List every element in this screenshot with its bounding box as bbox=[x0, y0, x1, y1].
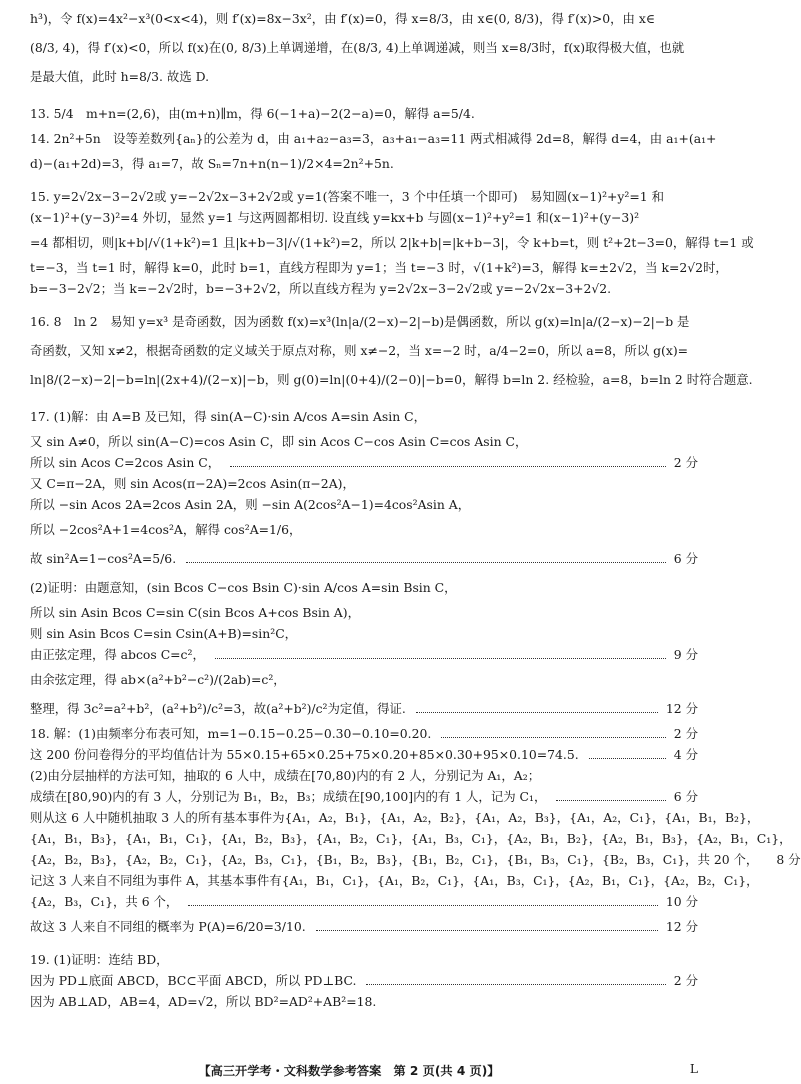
leader-dots bbox=[230, 465, 666, 467]
text-line: 所以 −2cos²A+1=4cos²A，解得 cos²A=1/6， bbox=[30, 522, 302, 537]
score-line bbox=[30, 452, 698, 473]
text-line: (2)证明：由题意知，(sin Bcos C−cos Bsin C)·sin A/cos A=sin Bsin C， bbox=[30, 580, 457, 595]
text-line: 由正弦定理，得 abcos C=c²， bbox=[30, 647, 205, 662]
text-line: d)−(a₁+2d)=3，得 a₁=7，故 Sₙ=7n+n(n−1)/2×4=2n²+5n. bbox=[30, 156, 394, 171]
footer-title: 【高三开学考・文科数学参考答案 第 2 页(共 4 页)】 bbox=[198, 1064, 500, 1078]
score-mark: 2 分 bbox=[673, 726, 698, 741]
leader-dots bbox=[416, 711, 658, 713]
text-line: 成绩在[80,90)内的有 3 人，分别记为 B₁，B₂，B₃；成绩在[90,100]内的有 1 人，记为 C₁， bbox=[30, 789, 547, 804]
text-line: 19. (1)证明：连结 BD， bbox=[30, 952, 169, 967]
text-line: 因为 PD⊥底面 ABCD，BC⊂平面 ABCD，所以 PD⊥BC. bbox=[30, 973, 357, 988]
q15-solution bbox=[30, 186, 754, 299]
score-mark: 2 分 bbox=[673, 455, 698, 470]
leader-dots bbox=[215, 657, 666, 659]
text-line: {A₂，B₂，B₃}，{A₂，B₂，C₁}，{A₂，B₃，C₁}，{B₁，B₂，B₃}，{B₁，B₂，C₁}，{B₁，B₃，C₁}，{B₂，B₃，C₁}，共 20 个， bbox=[30, 852, 759, 867]
q19-solution bbox=[30, 949, 698, 1012]
answer-page bbox=[30, 4, 801, 1012]
score-mark: 4 分 bbox=[673, 747, 698, 762]
text-line: 又 sin A≠0，所以 sin(A−C)=cos Asin C，即 sin Acos C−cos Asin C=cos Asin C， bbox=[30, 434, 528, 449]
score-line bbox=[30, 912, 698, 941]
text-line: 整理，得 3c²=a²+b²，(a²+b²)/c²=3，故(a²+b²)/c²为定值，得证. bbox=[30, 701, 406, 716]
text-line: {A₁，B₁，B₃}，{A₁，B₁，C₁}，{A₁，B₂，B₃}，{A₁，B₂，C₁}，{A₁，B₃，C₁}，{A₂，B₁，B₂}，{A₂，B₁，B₃}，{A₂，B₁，C₁}， bbox=[30, 831, 792, 846]
text-line: (x−1)²+(y−3)²=4 外切，显然 y=1 与这两圆都相切. 设直线 y=kx+b 与圆(x−1)²+y²=1 和(x−1)²+(y−3)² bbox=[30, 210, 640, 225]
leader-dots bbox=[441, 736, 665, 738]
text-line: 则 sin Asin Bcos C=sin Csin(A+B)=sin²C， bbox=[30, 626, 298, 641]
leader-dots bbox=[366, 983, 665, 985]
text-line: h³)，令 f(x)=4x²−x³(0<x<4)，则 f′(x)=8x−3x²，由 f′(x)=0，得 x=8/3，由 x∈(0, 8/3)，得 f′(x)>0，由 x∈ bbox=[30, 11, 655, 26]
text-line: 15. y=2√2x−3−2√2或 y=−2√2x−3+2√2或 y=1(答案不唯一，3 个中任填一个即可) 易知圆(x−1)²+y²=1 和 bbox=[30, 189, 664, 204]
score-mark: 6 分 bbox=[673, 551, 698, 566]
text-line: {A₂，B₃，C₁}，共 6 个， bbox=[30, 894, 179, 909]
text-line: 所以 −sin Acos 2A=2cos Asin 2A，则 −sin A(2cos²A−1)=4cos²Asin A， bbox=[30, 497, 471, 512]
text-line: 由余弦定理，得 ab×(a²+b²−c²)/(2ab)=c²， bbox=[30, 672, 286, 687]
q16-solution bbox=[30, 307, 753, 394]
score-mark: 12 分 bbox=[665, 919, 698, 934]
text-line: 是最大值，此时 h=8/3. 故选 D. bbox=[30, 69, 210, 84]
leader-dots bbox=[556, 799, 665, 801]
footer-mark: L bbox=[689, 1062, 698, 1076]
score-line bbox=[30, 849, 801, 870]
score-line bbox=[30, 744, 698, 765]
text-line: 所以 sin Asin Bcos C=sin C(sin Bcos A+cos Bsin A)， bbox=[30, 605, 360, 620]
text-line: 则从这 6 人中随机抽取 3 人的所有基本事件为{A₁，A₂，B₁}，{A₁，A₂，B₂}，{A₁，A₂，B₃}，{A₁，A₂，C₁}，{A₁，B₁，B₂}， bbox=[30, 810, 760, 825]
text-line: 奇函数，又知 x≠2，根据奇函数的定义域关于原点对称，则 x≠−2，当 x=−2 时，a/4−2=0，所以 a=8，所以 g(x)= bbox=[30, 343, 689, 358]
leader-dots bbox=[186, 561, 666, 563]
score-mark: 6 分 bbox=[673, 789, 698, 804]
text-line: (8/3, 4)，得 f′(x)<0，所以 f(x)在(0, 8/3)上单调递增，在(8/3, 4)上单调递减，则当 x=8/3时，f(x)取得极大值，也就 bbox=[30, 40, 685, 55]
text-line: 所以 sin Acos C=2cos Asin C， bbox=[30, 455, 221, 470]
text-line: (2)由分层抽样的方法可知，抽取的 6 人中，成绩在[70,80)内的有 2 人，分别记为 A₁，A₂； bbox=[30, 768, 541, 783]
text-line: 13. 5/4 m+n=(2,6)，由(m+n)∥m，得 6(−1+a)−2(2−a)=0，解得 a=5/4. bbox=[30, 106, 475, 121]
text-line: 这 200 份问卷得分的平均值估计为 55×0.15+65×0.25+75×0.20+85×0.30+95×0.10=74.5. bbox=[30, 747, 579, 762]
score-line bbox=[30, 723, 698, 744]
score-line bbox=[30, 644, 698, 665]
leader-dots bbox=[188, 904, 658, 906]
q14-solution bbox=[30, 128, 717, 178]
score-mark: 8 分 bbox=[776, 852, 801, 867]
text-line: b=−3−2√2；当 k=−2√2时，b=−3+2√2，所以直线方程为 y=2√2x−3−2√2或 y=−2√2x−3+2√2. bbox=[30, 281, 612, 296]
score-mark: 2 分 bbox=[673, 973, 698, 988]
q17-solution bbox=[30, 402, 698, 723]
score-line bbox=[30, 970, 698, 991]
page-footer bbox=[0, 1062, 698, 1078]
text-line: 故这 3 人来自不同组的概率为 P(A)=6/20=3/10. bbox=[30, 919, 306, 934]
text-line: 17. (1)解：由 A=B 及已知，得 sin(A−C)·sin A/cos A=sin Asin C， bbox=[30, 409, 426, 424]
score-mark: 12 分 bbox=[665, 701, 698, 716]
score-line bbox=[30, 544, 698, 573]
text-line: 又 C=π−2A，则 sin Acos(π−2A)=2cos Asin(π−2A)， bbox=[30, 476, 355, 491]
score-line bbox=[30, 786, 698, 807]
q12-solution bbox=[30, 4, 698, 91]
text-line: 故 sin²A=1−cos²A=5/6. bbox=[30, 551, 177, 566]
leader-dots bbox=[316, 929, 658, 931]
text-line: t=−3，当 t=1 时，解得 k=0，此时 b=1，直线方程即为 y=1；当 t=−3 时，√(1+k²)=3，解得 k=±2√2，当 k=2√2时， bbox=[30, 260, 728, 275]
score-line bbox=[30, 891, 698, 912]
q13-solution bbox=[30, 99, 698, 128]
q18-solution bbox=[30, 723, 801, 941]
text-line: 因为 AB⊥AD，AB=4，AD=√2，所以 BD²=AD²+AB²=18. bbox=[30, 994, 377, 1009]
text-line: =4 都相切，则|k+b|/√(1+k²)=1 且|k+b−3|/√(1+k²)=2，所以 2|k+b|=|k+b−3|，令 k+b=t，则 t²+2t−3=0，解得 t=1 或 bbox=[30, 235, 754, 250]
score-mark: 10 分 bbox=[665, 894, 698, 909]
score-mark: 9 分 bbox=[673, 647, 698, 662]
score-line bbox=[30, 694, 698, 723]
text-line: 18. 解：(1)由频率分布表可知，m=1−0.15−0.25−0.30−0.10=0.20. bbox=[30, 726, 432, 741]
text-line: 14. 2n²+5n 设等差数列{aₙ}的公差为 d，由 a₁+a₂−a₃=3，a₃+a₁−a₃=11 两式相减得 2d=8，解得 d=4，由 a₁+(a₁+ bbox=[30, 131, 717, 146]
leader-dots bbox=[589, 757, 666, 759]
text-line: 16. 8 ln 2 易知 y=x³ 是奇函数，因为函数 f(x)=x³(ln|a/(2−x)−2|−b)是偶函数，所以 g(x)=ln|a/(2−x)−2|−b 是 bbox=[30, 314, 690, 329]
text-line: 记这 3 人来自不同组为事件 A，其基本事件有{A₁，B₁，C₁}，{A₁，B₂，C₁}，{A₁，B₃，C₁}，{A₂，B₁，C₁}，{A₂，B₂，C₁}， bbox=[30, 873, 759, 888]
text-line: ln|8/(2−x)−2|−b=ln|(2x+4)/(2−x)|−b，则 g(0)=ln|(0+4)/(2−0)|−b=0，解得 b=ln 2. 经检验，a=8，b=ln 2 时符合题意. bbox=[30, 372, 753, 387]
